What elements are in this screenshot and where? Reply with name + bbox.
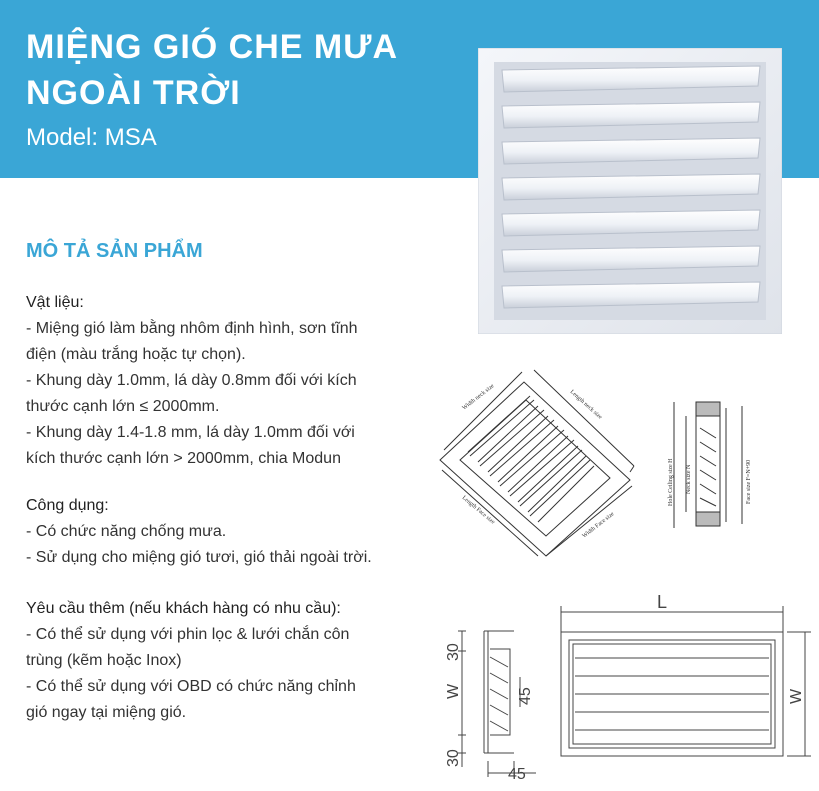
- materials-line: - Miệng gió làm bằng nhôm định hình, sơn tĩnh: [26, 320, 358, 337]
- dim-top-30: 30: [445, 643, 462, 661]
- materials-line: thước cạnh lớn ≤ 2000mm.: [26, 398, 220, 415]
- model-label: Model: MSA: [26, 124, 157, 151]
- section-diagram: [660, 398, 760, 532]
- section-label-face: Face size F=N+90: [746, 459, 752, 504]
- dim-bottom-30: 30: [445, 749, 462, 767]
- section-label-neck: Neck size N: [686, 464, 692, 494]
- uses-line: - Có chức năng chống mưa.: [26, 523, 227, 540]
- dim-depth-45: 45: [508, 766, 526, 783]
- extras-line: - Có thể sử dụng với phin lọc & lưới chắn côn: [26, 626, 350, 643]
- uses-block: [26, 493, 406, 571]
- extras-line: - Có thể sử dụng với OBD có chức năng chỉnh: [26, 678, 356, 695]
- front-view-diagram: [555, 592, 813, 764]
- extras-block: [26, 596, 406, 726]
- extras-title: Yêu cầu thêm (nếu khách hàng có nhu cầu):: [26, 600, 341, 617]
- materials-line: điện (màu trắng hoặc tự chọn).: [26, 346, 246, 363]
- product-photo: [478, 48, 782, 334]
- extras-line: trùng (kẽm hoặc Inox): [26, 652, 182, 669]
- isometric-diagram: [434, 360, 644, 560]
- dim-w-side: W: [445, 683, 462, 699]
- iso-label-width-face: Width Face size: [581, 511, 616, 540]
- title-line-1: MIỆNG GIÓ CHE MƯA: [26, 28, 398, 66]
- uses-line: - Sử dụng cho miệng gió tươi, gió thải ngoài trời.: [26, 549, 372, 566]
- materials-block: [26, 290, 406, 472]
- dim-pitch-45: 45: [517, 687, 534, 705]
- dim-length-l: L: [657, 592, 668, 612]
- extras-line: gió ngay tại miệng gió.: [26, 704, 187, 721]
- iso-label-length-neck: Length neck size: [568, 389, 603, 421]
- iso-label-length-face: Length Face size: [460, 494, 496, 526]
- section-heading: MÔ TẢ SẢN PHẨM: [26, 240, 203, 262]
- materials-line: - Khung dày 1.4-1.8 mm, lá dày 1.0mm đối với: [26, 424, 355, 441]
- section-label-hole: Hole Ceiling size H: [668, 458, 674, 506]
- materials-title: Vật liệu:: [26, 294, 84, 311]
- side-view-diagram: [444, 627, 544, 783]
- materials-line: - Khung dày 1.0mm, lá dày 0.8mm đối với kích: [26, 372, 357, 389]
- title-line-2: NGOÀI TRỜI: [26, 74, 241, 112]
- page-title: [26, 24, 466, 116]
- iso-label-width-neck: Width neck size: [461, 383, 496, 412]
- uses-title: Công dụng:: [26, 497, 109, 514]
- dim-w-front: W: [788, 688, 805, 704]
- materials-line: kích thước cạnh lớn > 2000mm, chia Modun: [26, 450, 341, 467]
